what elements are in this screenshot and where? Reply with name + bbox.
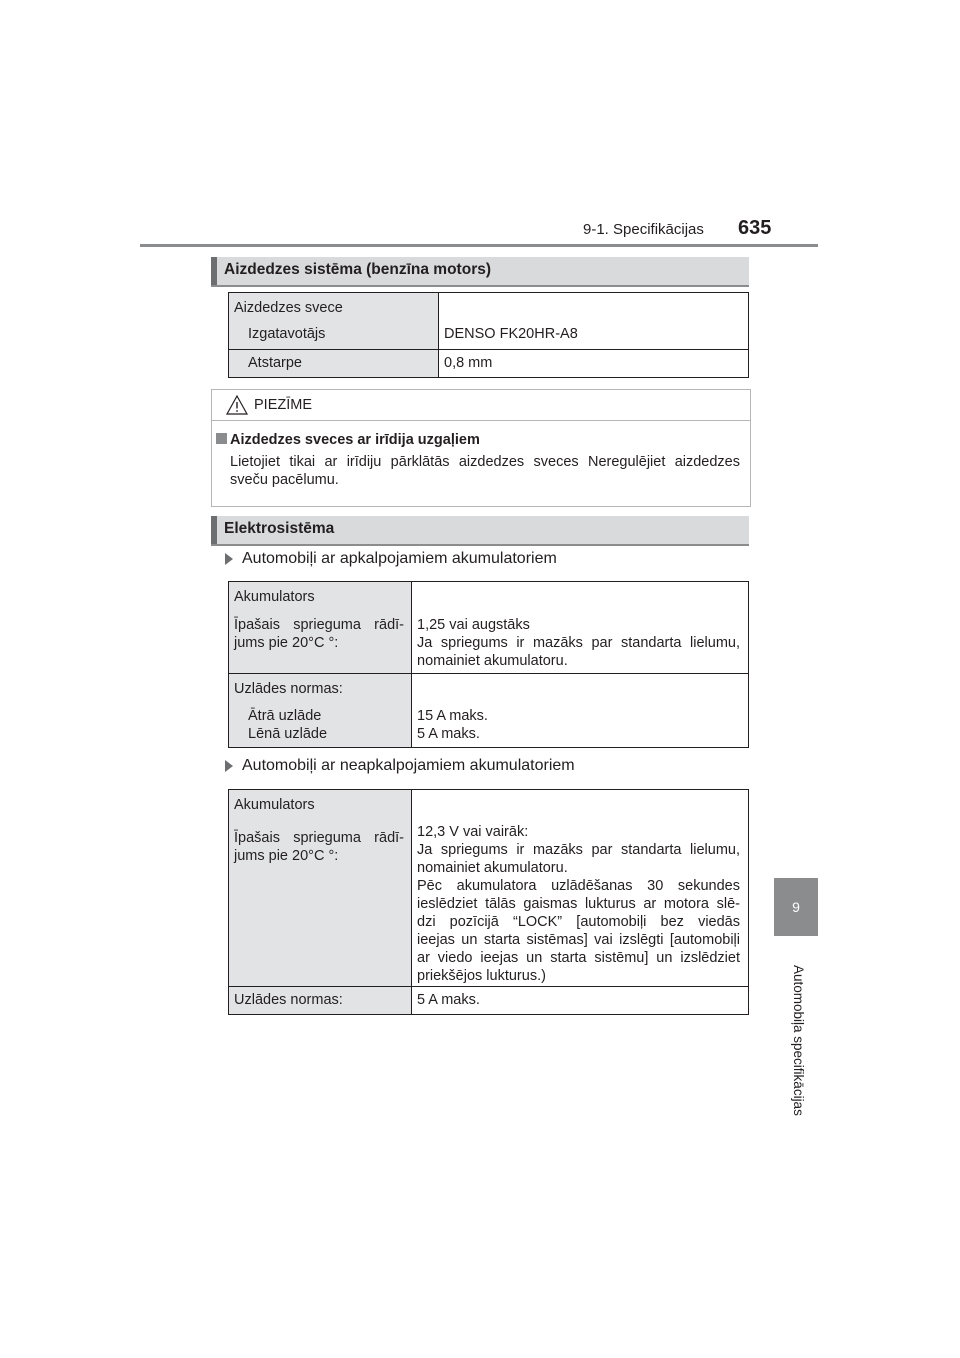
table-value-cell [439, 293, 749, 350]
gap-value: 0,8 mm [444, 355, 493, 371]
fast-charge-label: Ātrā uzlāde [248, 708, 322, 724]
variant-heading: Automobiļi ar neapkalpojamiem akumulatoriem [242, 757, 575, 774]
table-label-cell [229, 987, 412, 1015]
note-text: Lietojiet tikai ar irīdiju pārklātās aizdedzes sveces Neregulējiet aizdedzes [230, 454, 740, 470]
voltage-value: nomainiet akumulatoru. [417, 860, 568, 876]
chapter-label: Automobiļa specifikācijas [791, 965, 806, 1116]
specific-gravity-value: nomainiet akumulatoru. [417, 653, 568, 669]
table-value-cell [412, 674, 749, 748]
specific-gravity-label: Īpašais sprieguma rādī- [234, 617, 404, 633]
specific-gravity-label: jums pie 20°C °: [234, 635, 339, 651]
voltage-value: Pēc akumulatora uzlādēšanas 30 sekundes [417, 878, 740, 894]
square-bullet-icon [216, 433, 227, 444]
heading-marker [211, 257, 217, 285]
note-header [212, 390, 750, 421]
voltage-value: dzi pozīcijā “LOCK” [automobiļi bez viedās [417, 914, 740, 930]
battery-label: Akumulators [234, 797, 315, 813]
spark-plug-label: Aizdedzes svece [234, 300, 343, 316]
voltage-value: 12,3 V vai vairāk: [417, 824, 529, 840]
voltage-value: ieejas un starta sistēmas] vai izslēgti [automobiļi [417, 932, 740, 948]
heading-text: Aizdedzes sistēma (benzīna motors) [224, 261, 492, 278]
ignition-table [228, 292, 749, 378]
voltage-value: Ja spriegums ir mazāks par standarta lielumu, [417, 842, 740, 858]
note-title: Aizdedzes sveces ar irīdija uzgaļiem [230, 432, 480, 448]
table-value-cell [412, 582, 749, 674]
slow-charge-value: 5 A maks. [417, 726, 480, 742]
note-box [211, 389, 751, 507]
chapter-number: 9 [792, 899, 800, 915]
voltage-value: priekšējos lukturus.) [417, 968, 546, 984]
table-label-cell [229, 790, 412, 987]
specific-gravity-value: Ja spriegums ir mazāks par standarta lielumu, [417, 635, 740, 651]
charge-rate-label: Uzlādes normas: [234, 681, 343, 697]
table-value-cell [439, 350, 749, 378]
gap-label: Atstarpe [248, 355, 302, 371]
header-rule [140, 244, 818, 247]
battery-table-maintenance-free [228, 789, 749, 1015]
triangle-bullet-icon [225, 760, 233, 772]
spark-plug-value: DENSO FK20HR-A8 [444, 326, 578, 342]
variant-heading: Automobiļi ar apkalpojamiem akumulatoriem [242, 550, 557, 567]
table-value-cell [412, 987, 749, 1015]
page-number: 635 [738, 217, 772, 239]
table-label-cell [229, 350, 439, 378]
chapter-tab[interactable] [774, 878, 818, 936]
charge-rate-label: Uzlādes normas: [234, 992, 343, 1008]
warning-icon [226, 395, 248, 415]
section-heading-ignition [211, 257, 749, 287]
manufacturer-label: Izgatavotājs [248, 326, 326, 342]
heading-marker [211, 516, 217, 544]
fast-charge-value: 15 A maks. [417, 708, 488, 724]
battery-table-serviceable [228, 581, 749, 748]
specific-gravity-label: Īpašais sprieguma rādī- [234, 830, 404, 846]
slow-charge-label: Lēnā uzlāde [248, 726, 328, 742]
table-label-cell [229, 674, 412, 748]
table-label-cell [229, 293, 439, 350]
note-text: sveču pacēlumu. [230, 472, 339, 488]
note-label: PIEZĪME [254, 397, 313, 413]
charge-rate-value: 5 A maks. [417, 992, 480, 1008]
voltage-value: ieslēdziet tālās gaismas lukturus ar motora slē- [417, 896, 740, 912]
table-label-cell [229, 582, 412, 674]
triangle-bullet-icon [225, 553, 233, 565]
heading-text: Elektrosistēma [224, 520, 335, 537]
section-title: 9-1. Specifikācijas [583, 221, 704, 238]
voltage-value: ar viedo ieejas un starta sistēmu] un izslēdziet [417, 950, 740, 966]
table-value-cell [412, 790, 749, 987]
section-heading-electrical [211, 516, 749, 546]
battery-label: Akumulators [234, 589, 315, 605]
specific-gravity-label: jums pie 20°C °: [234, 848, 339, 864]
specific-gravity-value: 1,25 vai augstāks [417, 617, 530, 633]
